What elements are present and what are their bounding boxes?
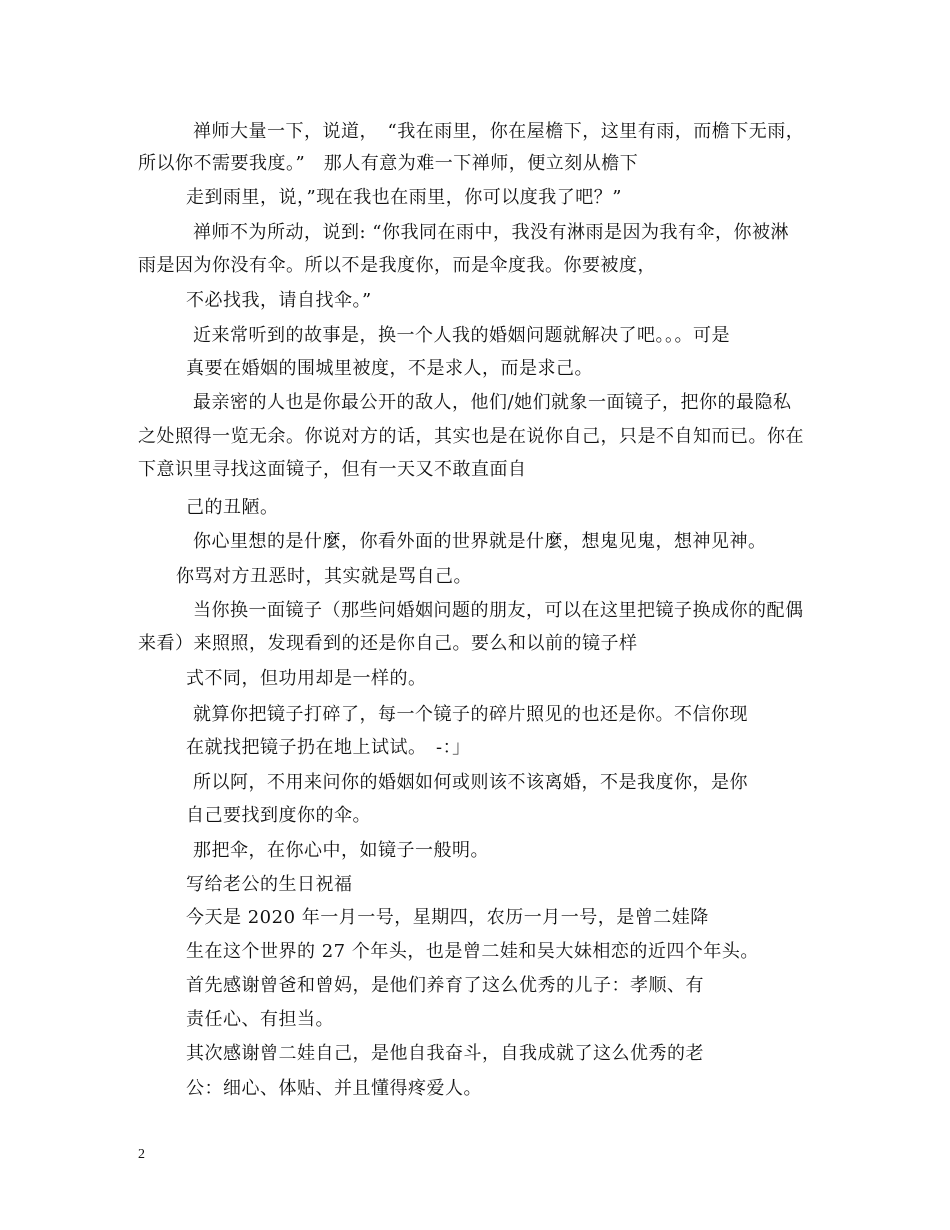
text-line: 不必找我，请自找伞。” bbox=[186, 290, 372, 311]
text-line: 雨是因为你没有伞。所以不是我度你，而是伞度我。你要被度， bbox=[138, 255, 656, 276]
text-line: 责任心、有担当。 bbox=[186, 1009, 334, 1030]
text-line: 今天是 2020 年一月一号，星期四，农历一月一号，是曾二娃降 bbox=[186, 907, 709, 928]
text-line: 之处照得一览无余。你说对方的话，其实也是在说你自己，只是不自知而已。你在 bbox=[138, 426, 804, 447]
text-line: 自己要找到度你的伞。 bbox=[186, 805, 371, 826]
text-line: 首先感谢曾爸和曾妈，是他们养育了这么优秀的儿子：孝顺、有 bbox=[186, 975, 704, 996]
text-line: 禅师不为所动，说到: “你我同在雨中，我没有淋雨是因为我有伞，你被淋 bbox=[193, 222, 789, 243]
text-line: 禅师大量一下，说道， “我在雨里，你在屋檐下，这里有雨，而檐下无雨， bbox=[193, 121, 805, 142]
text-line: 所以你不需要我度。” 那人有意为难一下禅师，便立刻从檐下 bbox=[138, 153, 639, 174]
text-line: 所以阿，不用来问你的婚姻如何或则该不该离婚，不是我度你，是你 bbox=[193, 772, 748, 793]
text-line: 生在这个世界的 27 个年头，也是曾二娃和吴大妹相恋的近四个年头。 bbox=[186, 941, 759, 962]
text-line: 式不同，但功用却是一样的。 bbox=[186, 668, 427, 689]
page-number: 2 bbox=[138, 1147, 145, 1162]
text-line: 走到雨里，说，”现在我也在雨里，你可以度我了吧？” bbox=[186, 187, 622, 208]
text-line: 在就找把镜子扔在地上试试。 -：」 bbox=[186, 737, 471, 758]
text-line: 己的丑陋。 bbox=[186, 497, 279, 518]
text-line: 就算你把镜子打碎了，每一个镜子的碎片照见的也还是你。不信你现 bbox=[193, 704, 748, 725]
text-line: 你骂对方丑恶时，其实就是骂自己。 bbox=[176, 566, 472, 587]
section-heading: 写给老公的生日祝福 bbox=[186, 874, 353, 895]
text-line: 那把伞，在你心中，如镜子一般明。 bbox=[193, 840, 489, 861]
text-line: 其次感谢曾二娃自己，是他自我奋斗，自我成就了这么优秀的老 bbox=[186, 1043, 704, 1064]
text-line: 最亲密的人也是你最公开的敌人，他们/她们就象一面镜子，把你的最隐私 bbox=[193, 392, 792, 413]
text-line: 当你换一面镜子（那些问婚姻问题的朋友，可以在这里把镜子换成你的配偶 bbox=[193, 600, 804, 621]
text-line: 来看）来照照，发现看到的还是你自己。要么和以前的镜子样 bbox=[138, 633, 638, 654]
text-line: 真要在婚姻的围城里被度，不是求人，而是求己。 bbox=[186, 358, 593, 379]
text-line: 你心里想的是什麼，你看外面的世界就是什麼，想鬼见鬼，想神见神。 bbox=[193, 531, 767, 552]
text-line: 近来常听到的故事是，换一个人我的婚姻问题就解决了吧。。。可是 bbox=[193, 325, 730, 346]
text-line: 公：细心、体贴、并且懂得疼爱人。 bbox=[186, 1078, 482, 1099]
text-line: 下意识里寻找这面镜子，但有一天又不敢直面自 bbox=[138, 459, 527, 480]
